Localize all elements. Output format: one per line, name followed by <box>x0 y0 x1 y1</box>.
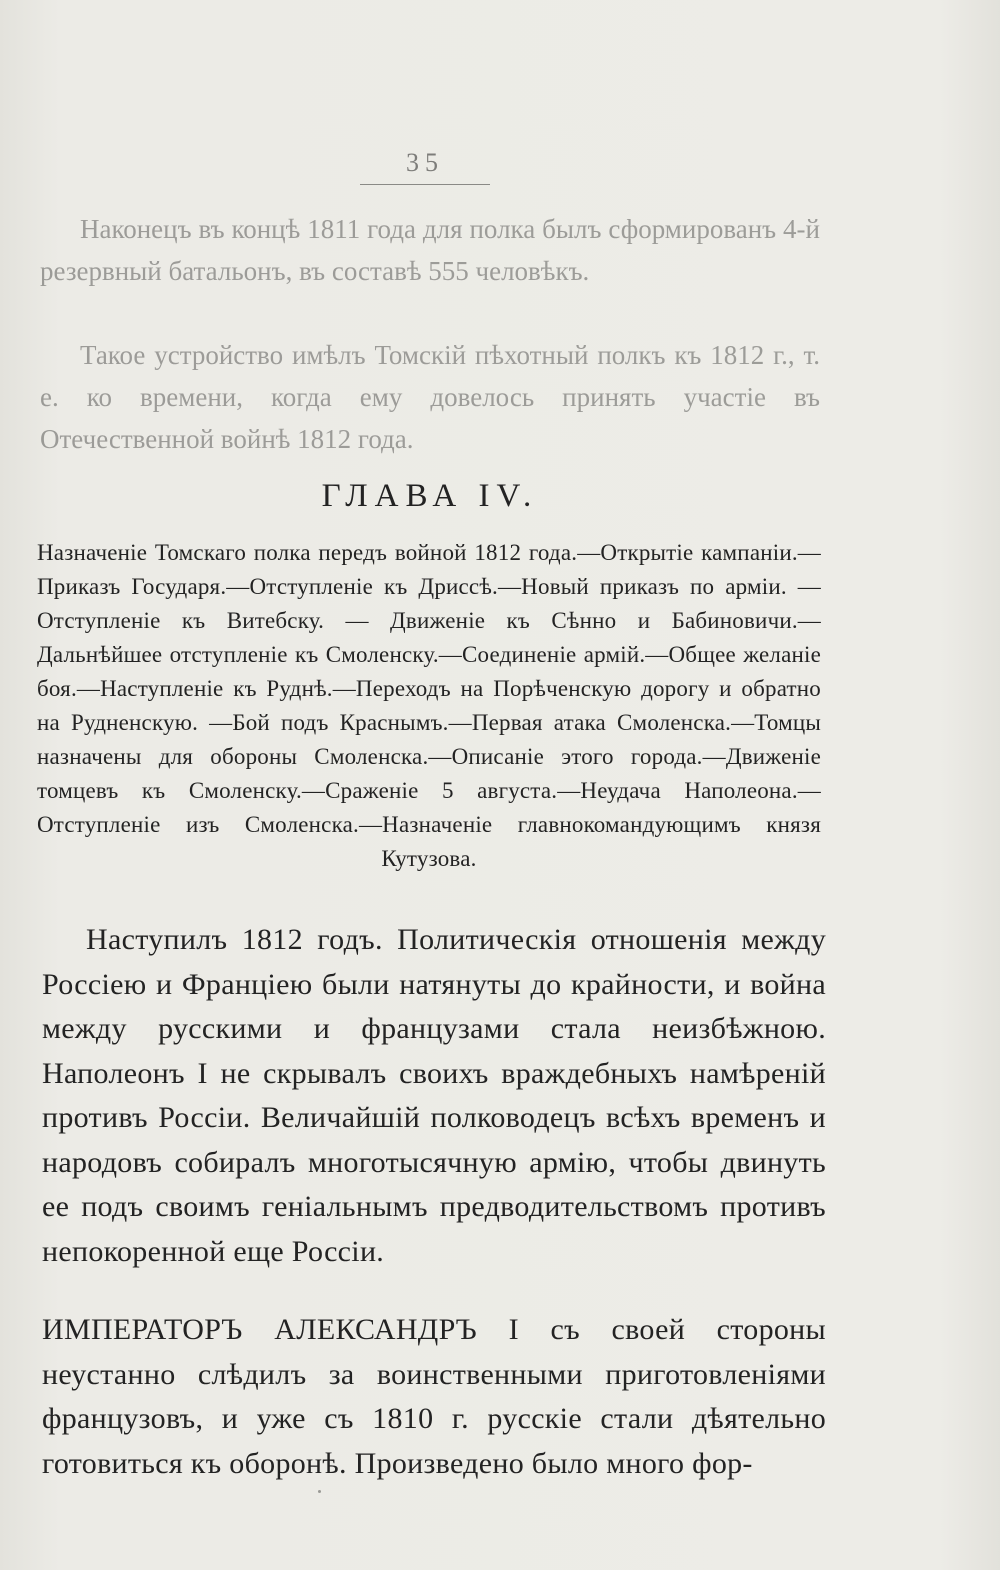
body-paragraph-1: Наступилъ 1812 годъ. Политическiя отношенiя между Россiею и Францiею были натянуты до крайности, и война между русскими и французами стала неизбѣжною. Наполеонъ I не скрывалъ своихъ враждебныхъ намѣренiй противъ Россiи. Величайшiй полководецъ всѣхъ временъ и народовъ собиралъ многотысячную армiю, чтобы двинуть ее подъ своимъ генiальнымъ предводительствомъ противъ непокоренной еще Россiи. <box>42 923 826 1268</box>
page-number-text: 35 <box>406 148 444 177</box>
previous-paragraph-2: Такое устройство имѣлъ Томскiй пѣхотный полкъ къ 1812 г., т. е. ко времени, когда ему довелось принять участiе въ Отечественной войнѣ 1812 года. <box>40 340 820 454</box>
chapter-title: ГЛАВА IV. <box>321 478 539 514</box>
page-number-rule <box>360 184 490 185</box>
chapter-summary: Назначенiе Томскаго полка передъ войной 1812 года.—Открытiе кампанiи.—Приказъ Государя.—Отступленiе къ Дриссѣ.—Новый приказъ по армiи. — Отступленiе къ Витебску. — Движенiе къ Сѣнно и Бабиновичи.—Дальнѣйшее отступленiе къ Смоленску.—Соединенiе армiй.—Общее желанiе боя.—Наступленiе къ Руднѣ.—Переходъ на Порѣченскую дорогу и обратно на Рудненскую. —Бой подъ Краснымъ.—Первая атака Смоленска.—Томцы назначены для обороны Смоленска.—Описанiе этого города.—Движенiе томцевъ къ Смоленску.—Сраженiе 5 августа.—Неудача Наполеона.—Отступленiе изъ Смоленска.—Назначенiе главнокомандующимъ князя Кутузова. <box>37 540 821 871</box>
previous-paragraph-1: Наконецъ въ концѣ 1811 года для полка былъ сформированъ 4-й резервный батальонъ, въ составѣ 555 человѣкъ. <box>40 214 820 286</box>
page-number <box>360 148 490 178</box>
body-paragraph-2: ИМПЕРАТОРЪ АЛЕКСАНДРЪ I съ своей стороны неустанно слѣдилъ за воинственными приготовленiями французовъ, и уже съ 1810 г. русскiе стали дѣятельно готовиться къ оборонѣ. Произведено было много фор- <box>42 1313 826 1480</box>
ink-speck <box>318 1490 321 1493</box>
